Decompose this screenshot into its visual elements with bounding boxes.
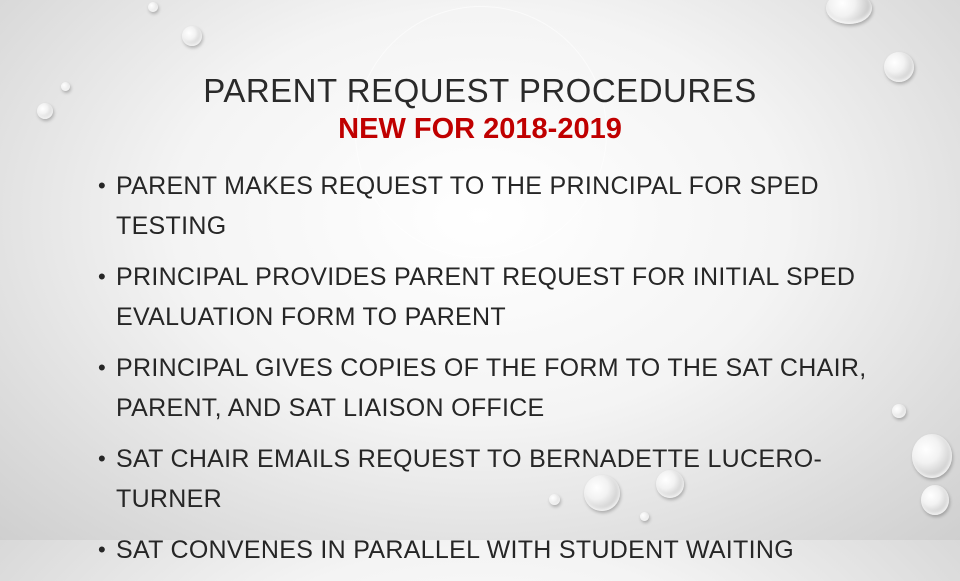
bullet-list [98, 166, 878, 581]
bullet-icon: • [98, 537, 107, 562]
bullet-item [98, 439, 878, 519]
bullet-item [98, 530, 878, 570]
bullet-icon: • [98, 264, 107, 289]
water-droplet [826, 0, 872, 24]
bullet-item [98, 348, 878, 428]
bullet-item [98, 257, 878, 337]
slide-subtitle: NEW FOR 2018-2019 [338, 113, 622, 145]
water-droplet [892, 404, 906, 418]
bullet-text: PRINCIPAL GIVES COPIES OF THE FORM TO THE SAT CHAIR, PARENT, AND SAT LIAISON OFFICE [116, 354, 867, 422]
bullet-icon: • [98, 173, 107, 198]
water-droplet [912, 434, 952, 478]
bullet-icon: • [98, 446, 107, 471]
bullet-text: SAT CONVENES IN PARALLEL WITH STUDENT WAITING [116, 536, 794, 564]
water-droplet [148, 2, 158, 12]
bullet-text: SAT CHAIR EMAILS REQUEST TO BERNADETTE LUCERO-TURNER [116, 445, 823, 513]
bullet-icon: • [98, 355, 107, 380]
bullet-text: PRINCIPAL PROVIDES PARENT REQUEST FOR INITIAL SPED EVALUATION FORM TO PARENT [116, 263, 856, 331]
water-droplet [921, 485, 949, 515]
bullet-text: PARENT MAKES REQUEST TO THE PRINCIPAL FOR SPED TESTING [116, 172, 819, 240]
slide-title: PARENT REQUEST PROCEDURES [203, 72, 757, 109]
water-droplet [182, 26, 202, 46]
bullet-item [98, 166, 878, 246]
